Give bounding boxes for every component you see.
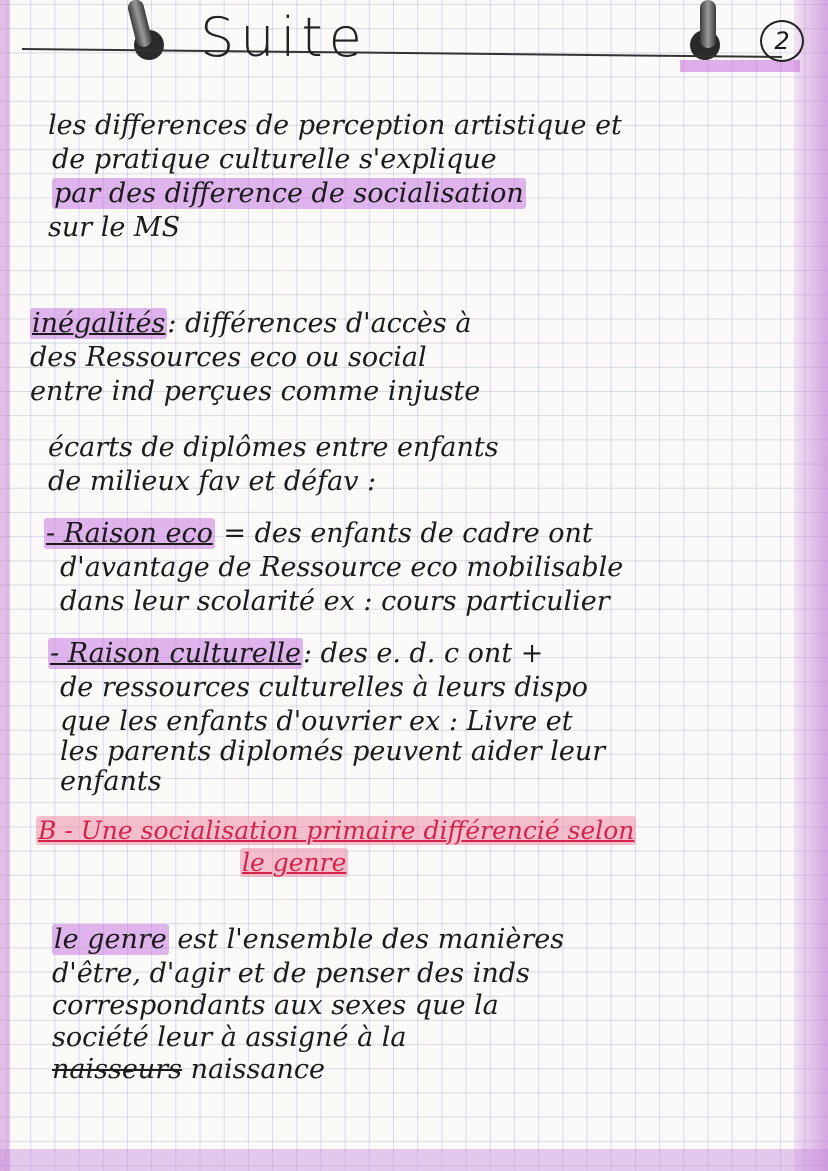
def2-line-2: d'être, d'agir et de penser des inds <box>52 958 530 989</box>
reason-culture-line-5: enfants <box>60 766 162 797</box>
def2-line-1: le genre est l'ensemble des manières <box>54 924 565 955</box>
reason-eco-label: - Raison eco <box>46 518 213 549</box>
reason-culture-label: - Raison culturelle <box>50 638 301 669</box>
bottom-margin-highlight <box>0 1149 828 1171</box>
def1-term: inégalités <box>32 308 166 339</box>
section-b-line-2: le genre <box>242 848 347 877</box>
reason-eco-line-2: d'avantage de Ressource eco mobilisable <box>60 552 624 583</box>
page-number: 2 <box>760 20 804 62</box>
section-b-line-1: B - Une socialisation primaire différencié selon <box>38 816 635 845</box>
def2-term: le genre <box>54 924 167 955</box>
reason-eco-line-1: - Raison eco = des enfants de cadre ont <box>46 518 593 549</box>
p2-line-1: écarts de diplômes entre enfants <box>48 432 499 463</box>
right-margin-highlight <box>794 0 828 1171</box>
binder-ring-left <box>126 0 153 49</box>
reason-culture-line-4: les parents diplomés peuvent aider leur <box>60 736 606 767</box>
p1-line-1: les differences de perception artistique et <box>48 110 622 141</box>
reason-culture-line-3: que les enfants d'ouvrier ex : Livre et <box>60 706 573 737</box>
reason-culture-line-1: - Raison culturelle: des e. d. c ont + <box>50 638 544 669</box>
def2-line-5: naisseurs naissance <box>52 1054 325 1085</box>
def2-line-3: correspondants aux sexes que la <box>52 990 499 1021</box>
binder-ring-right <box>700 0 716 48</box>
def1-line-2: des Ressources eco ou social <box>30 342 427 373</box>
page-title: Suite <box>200 6 368 69</box>
def1-line-1: inégalités: différences d'accès à <box>32 308 472 339</box>
left-margin-highlight <box>0 0 10 1171</box>
p1-line-2: de pratique culturelle s'explique <box>52 144 497 175</box>
p1-line-3: par des difference de socialisation <box>54 178 524 209</box>
p2-line-2: de milieux fav et défav : <box>48 466 377 497</box>
reason-eco-line-3: dans leur scolarité ex : cours particulier <box>60 586 610 617</box>
reason-culture-line-2: de ressources culturelles à leurs dispo <box>60 672 588 703</box>
struck-word: naisseurs <box>52 1054 182 1085</box>
def1-line-3: entre ind perçues comme injuste <box>30 376 481 407</box>
p1-line-4: sur le MS <box>48 212 181 243</box>
def2-line-4: société leur à assigné à la <box>52 1022 407 1053</box>
